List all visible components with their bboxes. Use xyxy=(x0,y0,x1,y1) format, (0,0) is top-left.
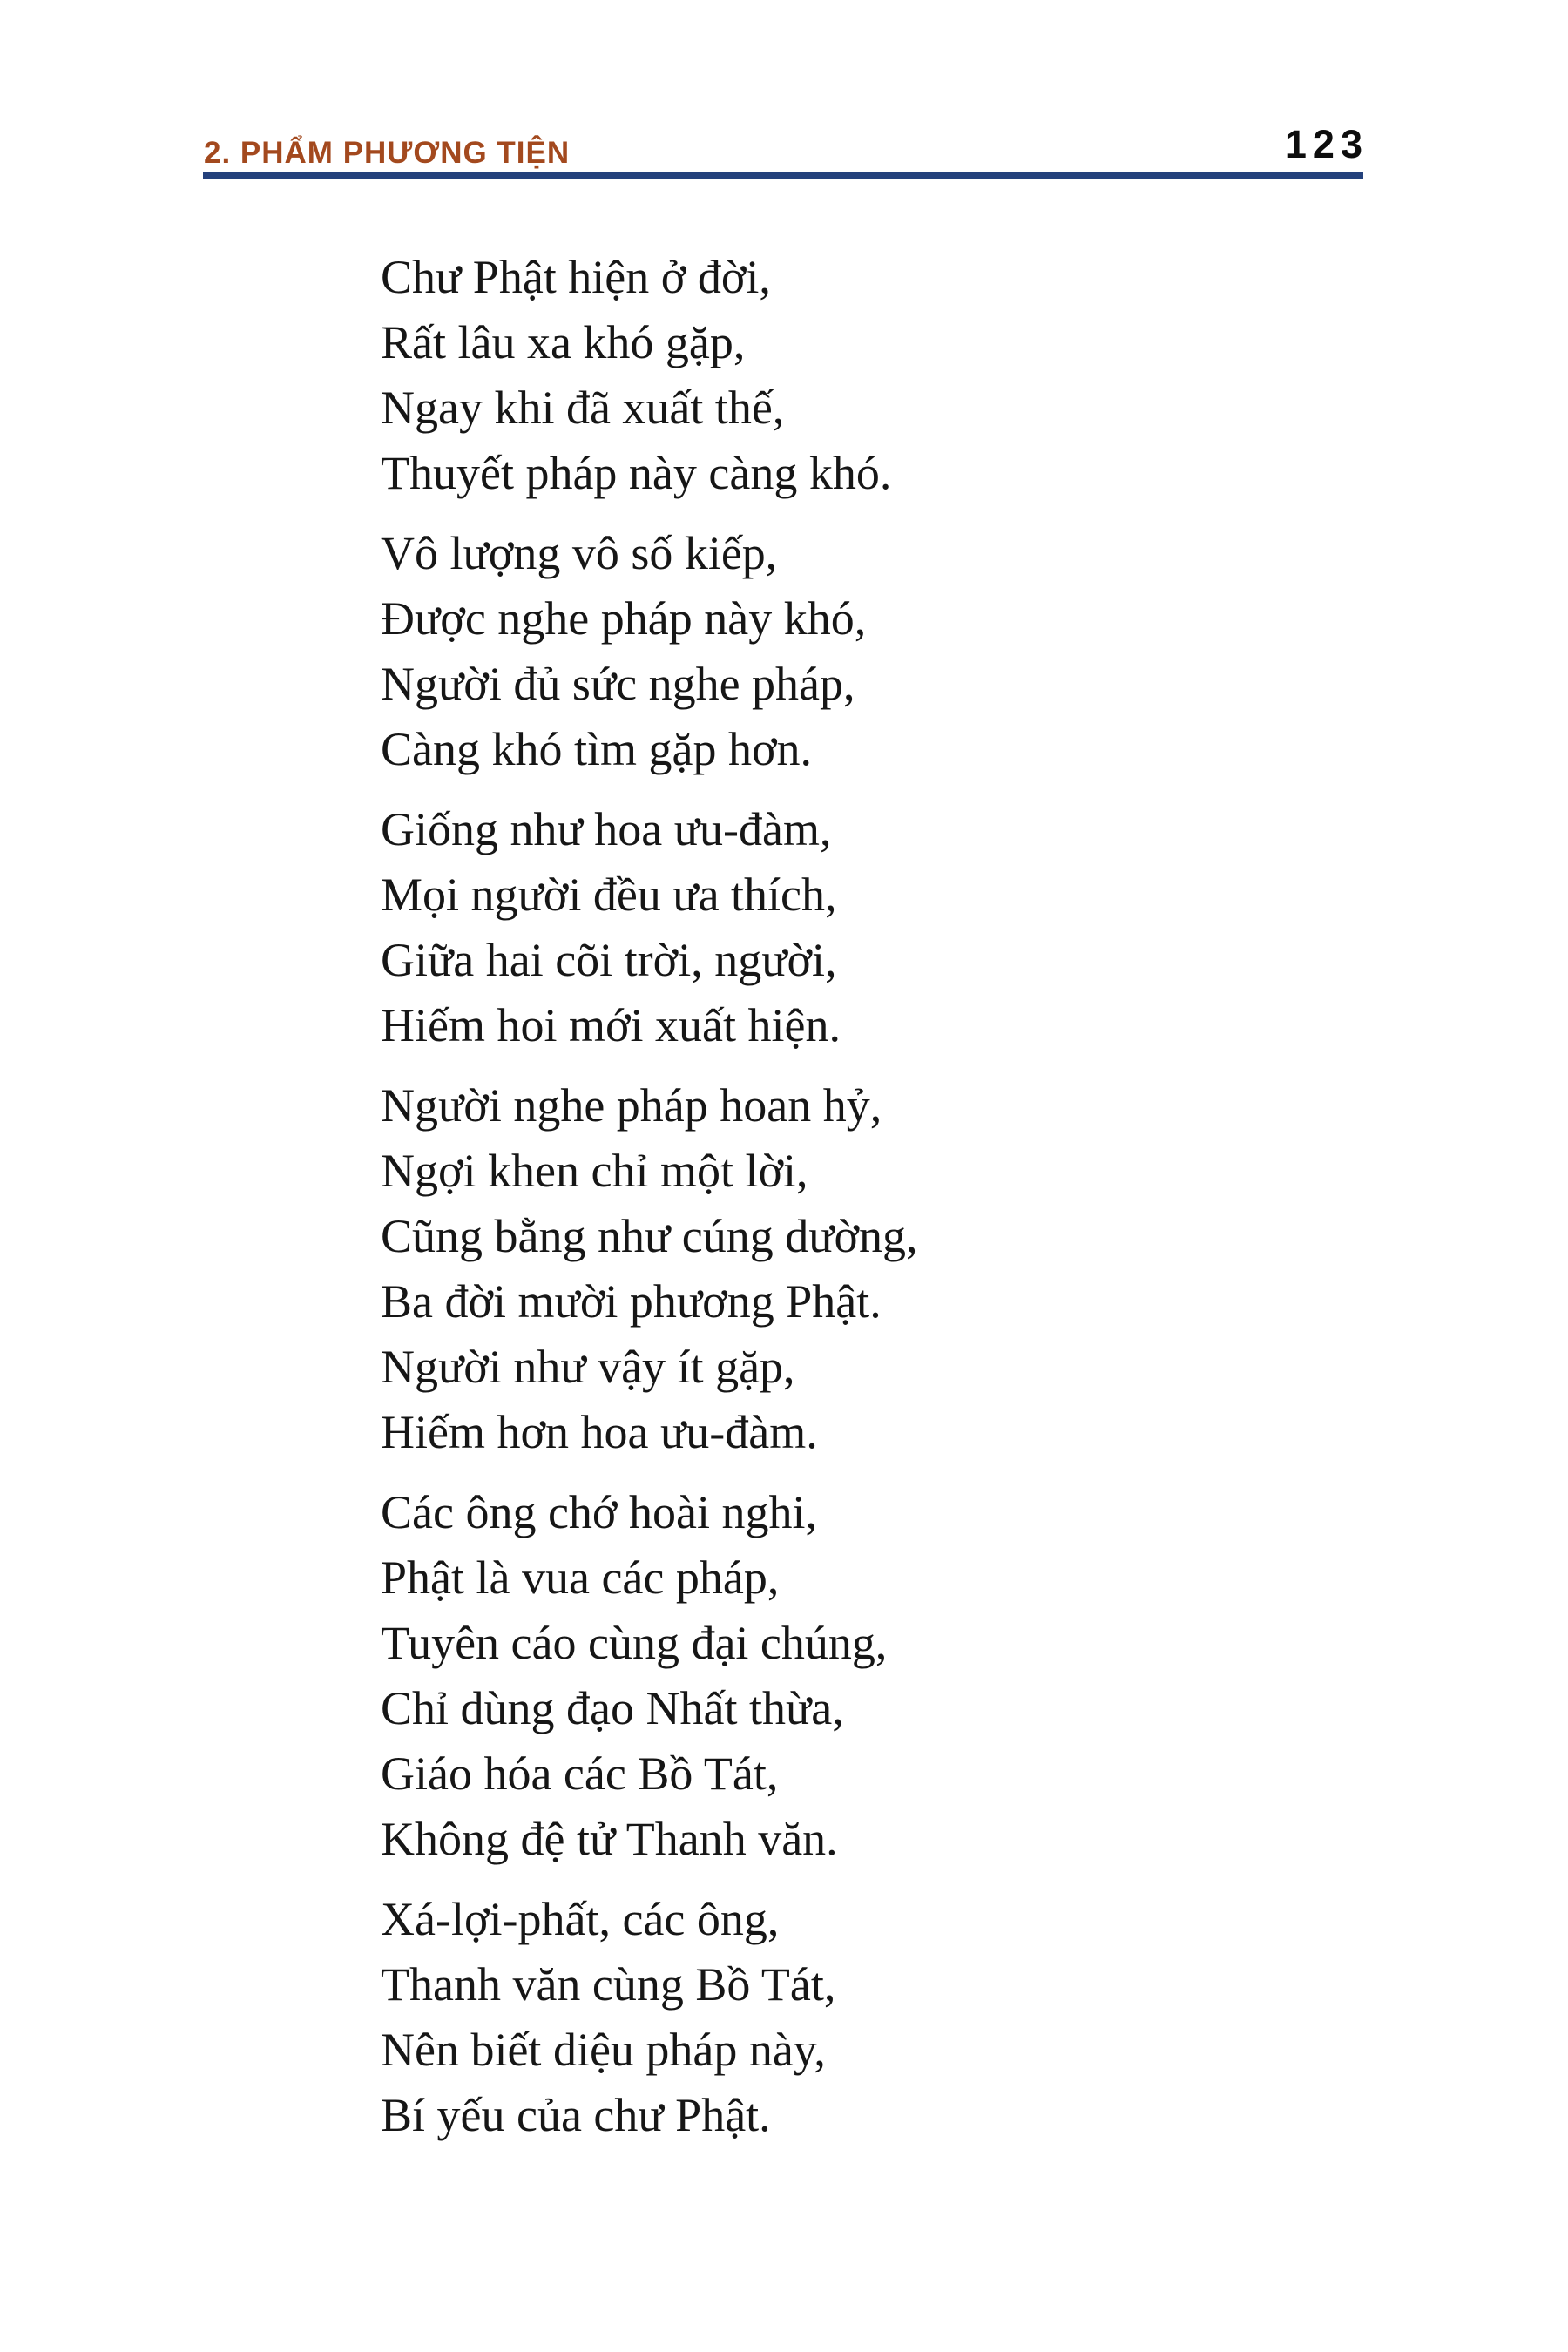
page-number: 123 xyxy=(1284,122,1369,166)
poem-line: Ngợi khen chỉ một lời, xyxy=(381,1145,808,1197)
poem-line: Ngay khi đã xuất thế, xyxy=(381,382,785,434)
poem-line: Chư Phật hiện ở đời, xyxy=(381,251,771,303)
poem-line: Thuyết pháp này càng khó. xyxy=(381,447,892,499)
poem-line: Xá-lợi-phất, các ông, xyxy=(381,1893,780,1945)
stanza-4 xyxy=(381,1073,1252,1465)
stanza-6 xyxy=(381,1887,1252,2148)
poem-line: Giữa hai cõi trời, người, xyxy=(381,934,837,986)
poem-line: Cũng bằng như cúng dường, xyxy=(381,1210,918,1262)
poem-line: Hiếm hoi mới xuất hiện. xyxy=(381,999,841,1051)
poem-line: Được nghe pháp này khó, xyxy=(381,592,867,645)
poem-line: Càng khó tìm gặp hơn. xyxy=(381,723,813,775)
stanza-1 xyxy=(381,245,1252,506)
poem-line: Giống như hoa ưu-đàm, xyxy=(381,803,832,855)
poem-line: Người nghe pháp hoan hỷ, xyxy=(381,1079,882,1132)
poem-line: Rất lâu xa khó gặp, xyxy=(381,316,746,368)
poem-line: Vô lượng vô số kiếp, xyxy=(381,527,778,579)
poem-line: Chỉ dùng đạo Nhất thừa, xyxy=(381,1682,844,1734)
poem-line: Tuyên cáo cùng đại chúng, xyxy=(381,1617,888,1669)
poem-line: Không đệ tử Thanh văn. xyxy=(381,1813,838,1865)
poem-line: Thanh văn cùng Bồ Tát, xyxy=(381,1958,836,2011)
stanza-5 xyxy=(381,1480,1252,1872)
poem-line: Bí yếu của chư Phật. xyxy=(381,2089,771,2141)
stanza-2 xyxy=(381,521,1252,782)
poem-line: Người như vậy ít gặp, xyxy=(381,1341,795,1393)
chapter-title: 2. PHẨM PHƯƠNG TIỆN xyxy=(204,136,571,170)
poem-line: Người đủ sức nghe pháp, xyxy=(381,658,855,710)
header-rule xyxy=(203,172,1363,179)
stanza-3 xyxy=(381,797,1252,1058)
poem-line: Giáo hóa các Bồ Tát, xyxy=(381,1747,779,1800)
poem-body xyxy=(381,245,1252,2163)
poem-line: Các ông chớ hoài nghi, xyxy=(381,1486,817,1538)
poem-line: Ba đời mười phương Phật. xyxy=(381,1275,882,1328)
poem-line: Hiếm hơn hoa ưu-đàm. xyxy=(381,1406,818,1458)
poem-line: Phật là vua các pháp, xyxy=(381,1551,780,1604)
poem-line: Mọi người đều ưa thích, xyxy=(381,868,837,921)
poem-line: Nên biết diệu pháp này, xyxy=(381,2024,826,2076)
